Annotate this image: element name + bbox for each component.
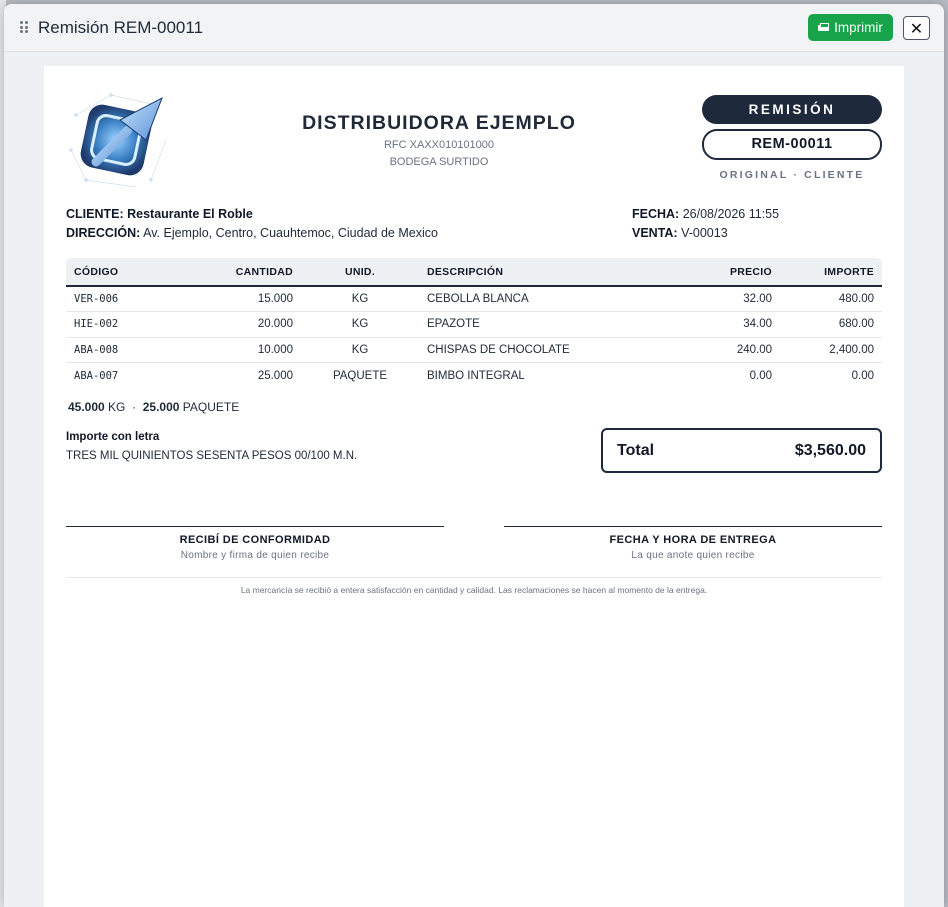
date-info bbox=[632, 207, 779, 221]
modal-title: Remisión REM-00011 bbox=[38, 18, 204, 37]
header-quantity: CANTIDAD bbox=[166, 258, 301, 286]
signature-title-left: RECIBÍ DE CONFORMIDAD bbox=[179, 534, 331, 546]
sale-value: V-00013 bbox=[681, 226, 728, 240]
cell-description: CEBOLLA BLANCA bbox=[419, 286, 674, 312]
cell-description: EPAZOTE bbox=[419, 312, 674, 338]
client-name: Restaurante El Roble bbox=[127, 207, 253, 221]
summary-qty-2: 25.000 bbox=[142, 400, 180, 414]
address-label: DIRECCIÓN: bbox=[66, 226, 141, 240]
client-label: CLIENTE: bbox=[66, 207, 124, 221]
amount-words-label: Importe con letra bbox=[66, 431, 160, 443]
cell-quantity: 15.000 bbox=[166, 286, 301, 312]
cell-price: 32.00 bbox=[674, 286, 780, 312]
cell-description: BIMBO INTEGRAL bbox=[427, 369, 525, 382]
cell-amount: 2,400.00 bbox=[780, 337, 882, 363]
date-label: FECHA: bbox=[632, 207, 680, 221]
summary-unit-1: KG bbox=[108, 400, 126, 414]
summary-unit-2: PAQUETE bbox=[182, 400, 240, 414]
client-info bbox=[66, 207, 253, 221]
cell-price: 240.00 bbox=[674, 337, 780, 363]
remision-modal bbox=[4, 4, 944, 907]
footer-note: La mercancía se recibió a entera satisfacción en cantidad y calidad. Las reclamaciones se hacen al momento de la entrega. bbox=[240, 585, 708, 595]
close-button[interactable] bbox=[903, 16, 930, 40]
company-warehouse: BODEGA SURTIDO bbox=[389, 156, 489, 168]
cell-code: ABA-008 bbox=[66, 337, 166, 363]
cell-quantity: 10.000 bbox=[166, 337, 301, 363]
printer-icon bbox=[818, 23, 829, 32]
cell-code: HIE-002 bbox=[66, 312, 166, 338]
signature-sub-right: La que anote quien recibe bbox=[631, 550, 755, 561]
cell-quantity: 20.000 bbox=[166, 312, 301, 338]
document-number: REM-00011 bbox=[702, 129, 882, 160]
units-summary bbox=[68, 400, 239, 414]
header-price: PRECIO bbox=[674, 258, 780, 286]
cell-amount: 680.00 bbox=[780, 312, 882, 338]
summary-qty-1: 45.000 bbox=[68, 400, 105, 414]
cell-price: 0.00 bbox=[749, 369, 772, 382]
header-code: CÓDIGO bbox=[66, 258, 166, 286]
address-value: Av. Ejemplo, Centro, Cuauhtemoc, Ciudad de Mexico bbox=[143, 226, 438, 240]
table-row bbox=[66, 286, 882, 312]
items-table bbox=[66, 258, 882, 388]
table-header-row bbox=[66, 258, 882, 286]
table-row bbox=[66, 363, 882, 389]
document-paper bbox=[44, 66, 904, 907]
header-description: DESCRIPCIÓN bbox=[419, 258, 674, 286]
signature-line-left bbox=[66, 526, 444, 527]
header-unit: UNID. bbox=[301, 258, 419, 286]
date-value: 26/08/2026 11:55 bbox=[682, 207, 780, 221]
sale-info bbox=[632, 226, 728, 240]
total-value: $3,560.00 bbox=[794, 441, 866, 459]
drag-handle-icon[interactable] bbox=[20, 21, 28, 33]
cell-description: CHISPAS DE CHOCOLATE bbox=[419, 337, 674, 363]
header-amount: IMPORTE bbox=[780, 258, 882, 286]
company-rfc: RFC XAXX010101000 bbox=[383, 139, 495, 151]
footer-divider bbox=[66, 577, 882, 578]
total-label: Total bbox=[617, 441, 655, 459]
document-copy-label: ORIGINAL · CLIENTE bbox=[719, 169, 865, 181]
cell-quantity: 25.000 bbox=[257, 369, 293, 382]
signature-sub-left: Nombre y firma de quien recibe bbox=[180, 550, 330, 561]
close-icon: ✕ bbox=[909, 18, 924, 38]
signature-line-right bbox=[504, 526, 882, 527]
cell-code: VER-006 bbox=[66, 286, 166, 312]
signature-title-right: FECHA Y HORA DE ENTREGA bbox=[609, 534, 777, 546]
amount-words: TRES MIL QUINIENTOS SESENTA PESOS 00/100 M.N. bbox=[66, 450, 358, 462]
total-box bbox=[601, 428, 882, 473]
cell-price: 34.00 bbox=[674, 312, 780, 338]
document-type-badge: REMISIÓN bbox=[702, 95, 882, 124]
table-row bbox=[66, 337, 882, 363]
cell-unit: KG bbox=[301, 312, 419, 338]
print-button[interactable] bbox=[808, 14, 893, 41]
cell-unit: KG bbox=[301, 286, 419, 312]
summary-separator: · bbox=[132, 400, 137, 414]
cell-unit: KG bbox=[301, 337, 419, 363]
address-info bbox=[66, 226, 438, 240]
company-name: DISTRIBUIDORA EJEMPLO bbox=[302, 112, 576, 134]
cell-code: ABA-007 bbox=[74, 369, 119, 382]
modal-header bbox=[4, 4, 944, 52]
sale-label: VENTA: bbox=[632, 226, 678, 240]
print-button-label: Imprimir bbox=[834, 20, 883, 35]
cell-amount: 480.00 bbox=[780, 286, 882, 312]
cell-amount: 0.00 bbox=[851, 369, 874, 382]
cell-unit: PAQUETE bbox=[332, 369, 388, 382]
table-row bbox=[66, 312, 882, 338]
